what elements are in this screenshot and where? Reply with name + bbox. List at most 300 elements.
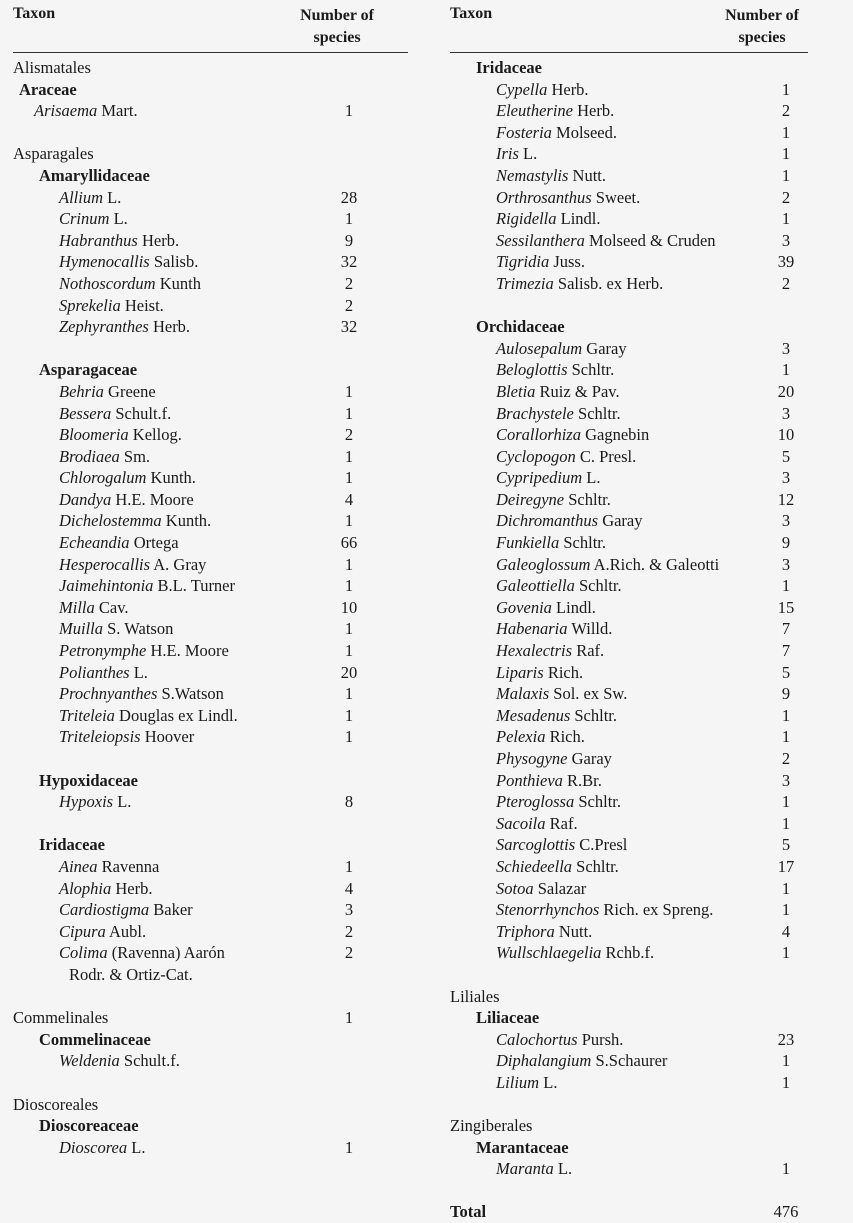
genus-name: Eleutherine (496, 101, 573, 121)
genus-author: Kunth. (165, 511, 212, 531)
species-count: 1 (781, 1159, 791, 1179)
genus-author: (Ravenna) Aarón (111, 943, 225, 963)
genus-author: Herb. (551, 79, 589, 99)
order-name: Alismatales (13, 58, 91, 77)
species-count: 1 (781, 576, 791, 596)
family-row (13, 1029, 408, 1051)
genus-row (450, 403, 808, 425)
order-row (13, 57, 408, 79)
species-count: 1 (344, 856, 354, 876)
genus-author: L. (117, 792, 132, 812)
genus-author: Lindl. (560, 209, 601, 229)
genus-author: Hoover (144, 727, 195, 747)
genus-name: Cardiostigma (59, 900, 150, 920)
genus-name: Bessera (59, 403, 112, 423)
genus-row (450, 942, 808, 964)
genus-name: Nothoscordum (59, 273, 156, 293)
order-row (13, 1007, 408, 1029)
species-count: 10 (340, 597, 358, 617)
spacer (450, 1094, 808, 1116)
genus-row (450, 899, 808, 921)
family-name: Iridaceae (476, 58, 542, 77)
genus-row (450, 489, 808, 511)
species-count: 66 (340, 533, 358, 553)
genus-author: Schltr. (578, 403, 621, 423)
taxon-list-right (450, 53, 808, 1223)
genus-name: Cypripedium (496, 468, 583, 488)
order-name: Asparagales (13, 144, 94, 164)
genus-name: Brodiaea (59, 446, 120, 466)
genus-name: Chlorogalum (59, 468, 147, 488)
genus-row (13, 683, 408, 705)
genus-author: B.L. Turner (157, 576, 236, 596)
family-row (450, 316, 808, 338)
genus-author: Kellog. (132, 425, 182, 445)
genus-author: L. (133, 662, 148, 682)
genus-name: Pelexia (496, 727, 546, 747)
genus-author: Sweet. (595, 187, 641, 207)
genus-author: Lindl. (556, 597, 596, 617)
genus-author: Rich. (547, 662, 584, 682)
species-count: 1 (781, 209, 791, 229)
family-name: Dioscoreaceae (39, 1116, 139, 1136)
genus-row (13, 208, 408, 230)
genus-name: Sessilanthera (496, 230, 585, 250)
species-count: 3 (781, 468, 791, 488)
species-count: 39 (777, 252, 795, 272)
genus-name: Zephyranthes (59, 317, 149, 337)
genus-name: Dichelostemma (59, 511, 162, 531)
genus-row (13, 856, 408, 878)
genus-author: Cav. (98, 597, 129, 617)
genus-row (450, 510, 808, 532)
genus-row (450, 251, 808, 273)
genus-name: Sotoa (496, 878, 534, 898)
genus-row (450, 1072, 808, 1094)
genus-name: Beloglottis (496, 360, 568, 380)
family-name: Commelinaceae (39, 1029, 151, 1049)
genus-row (450, 143, 808, 165)
order-row (450, 986, 808, 1008)
genus-name: Stenorrhynchos (496, 900, 600, 920)
taxon-list-left (13, 53, 408, 1158)
genus-row (450, 813, 808, 835)
spacer (450, 1180, 808, 1202)
genus-name: Nemastylis (496, 165, 569, 185)
genus-row (450, 100, 808, 122)
genus-name: Colima (59, 943, 108, 963)
genus-row (450, 856, 808, 878)
genus-row (450, 381, 808, 403)
genus-row (450, 618, 808, 640)
spacer (450, 964, 808, 986)
genus-author: Herb. (115, 878, 153, 898)
species-count: 2 (344, 921, 354, 941)
genus-name: Muilla (59, 619, 103, 639)
genus-row (13, 1050, 408, 1072)
family-name: Marantaceae (476, 1137, 569, 1157)
genus-author: L. (557, 1159, 573, 1179)
species-count: 2 (344, 295, 354, 315)
species-count: 17 (777, 856, 795, 876)
genus-author: S.Schaurer (595, 1051, 668, 1071)
genus-row (13, 942, 408, 964)
genus-author: Herb. (141, 230, 180, 250)
order-row (450, 1115, 808, 1137)
species-count: 28 (340, 187, 358, 207)
genus-name: Arisaema (34, 101, 98, 121)
genus-name: Prochnyanthes (59, 684, 158, 704)
genus-row (450, 597, 808, 619)
genus-author: H.E. Moore (150, 641, 229, 661)
total-row (450, 1201, 808, 1223)
species-count: 1 (344, 101, 354, 121)
species-count: 2 (344, 425, 354, 445)
genus-name: Lilium (496, 1072, 540, 1092)
species-count: 3 (781, 554, 791, 574)
taxon-header: Taxon (450, 5, 493, 22)
genus-author: Rich. (549, 727, 585, 747)
spacer (13, 1072, 408, 1094)
genus-row (13, 618, 408, 640)
species-count: 2 (344, 273, 354, 293)
species-count: 1 (781, 165, 791, 185)
species-count: 1 (781, 813, 791, 833)
genus-row (450, 834, 808, 856)
genus-name: Dandya (59, 489, 112, 509)
species-count: 1 (344, 619, 354, 639)
species-count: 1 (344, 468, 354, 488)
genus-row (13, 251, 408, 273)
genus-author: L. (113, 209, 128, 229)
species-count: 2 (344, 943, 354, 963)
genus-author: Salazar (537, 878, 587, 898)
genus-name: Cyclopogon (496, 446, 576, 466)
genus-name: Cipura (59, 921, 106, 941)
species-count: 1 (781, 900, 791, 920)
genus-name: Funkiella (496, 533, 560, 553)
species-count: 3 (781, 230, 791, 250)
species-count: 9 (344, 230, 354, 250)
genus-row (13, 100, 408, 122)
genus-name: Allium (59, 187, 103, 207)
genus-row (450, 726, 808, 748)
genus-author: Molseed. (556, 122, 617, 142)
spacer (13, 338, 408, 360)
family-name: Orchidaceae (476, 317, 565, 337)
species-count-header: Number of species (725, 7, 799, 46)
genus-name: Dichromanthus (496, 511, 599, 531)
genus-author: Baker (153, 900, 193, 920)
genus-author: Schult.f. (123, 1051, 180, 1071)
genus-name: Iris (496, 144, 519, 164)
genus-row (450, 791, 808, 813)
genus-author: Schltr. (571, 360, 615, 380)
genus-row (13, 921, 408, 943)
genus-name: Calochortus (496, 1029, 578, 1049)
family-name: Liliaceae (476, 1008, 540, 1028)
genus-name: Rigidella (496, 209, 557, 229)
species-count: 3 (781, 338, 791, 358)
genus-author: Greene (108, 381, 156, 401)
species-count: 1 (344, 511, 354, 531)
species-count: 1 (344, 727, 354, 747)
genus-author: Gagnebin (585, 425, 650, 445)
genus-author: C. Presl. (579, 446, 637, 466)
genus-row (450, 683, 808, 705)
genus-author: C.Presl (579, 835, 628, 855)
genus-row (13, 640, 408, 662)
genus-name: Physogyne (496, 749, 568, 768)
spacer (13, 122, 408, 144)
family-row (450, 57, 808, 79)
species-count: 32 (340, 252, 358, 272)
genus-author: Heist. (124, 295, 164, 315)
genus-row (450, 338, 808, 360)
genus-author: Ravenna (101, 856, 160, 876)
species-count: 2 (781, 273, 791, 293)
genus-author: L. (523, 144, 538, 164)
genus-row (13, 187, 408, 209)
genus-author: S. Watson (107, 619, 174, 639)
right-column (450, 0, 808, 1223)
species-count: 5 (781, 446, 791, 466)
genus-row (450, 705, 808, 727)
species-count: 9 (781, 533, 791, 553)
genus-author: A.Rich. & Galeotti (593, 554, 720, 574)
genus-name: Hexalectris (496, 641, 573, 661)
genus-name: Jaimehintonia (59, 576, 154, 596)
genus-name: Mesadenus (496, 705, 571, 725)
genus-name: Sprekelia (59, 295, 121, 315)
genus-row (450, 208, 808, 230)
order-name: Commelinales (13, 1008, 109, 1028)
genus-name: Cypella (496, 79, 548, 99)
genus-author: Mart. (101, 101, 138, 121)
genus-row (13, 575, 408, 597)
genus-author: Herb. (152, 317, 191, 337)
genus-row (13, 295, 408, 317)
family-name: Amaryllidaceae (39, 165, 150, 185)
genus-author: Schltr. (576, 856, 619, 876)
family-row (13, 834, 408, 856)
genus-author: Molseed & Cruden (589, 230, 716, 250)
species-count: 2 (781, 749, 791, 768)
genus-name: Dioscorea (59, 1137, 128, 1157)
species-count: 1 (344, 381, 354, 401)
genus-row (13, 230, 408, 252)
genus-row (13, 705, 408, 727)
genus-row (450, 662, 808, 684)
genus-author: Schltr. (578, 576, 622, 596)
genus-row (450, 122, 808, 144)
species-count: 23 (777, 1029, 795, 1049)
genus-author: Kunth. (150, 468, 196, 488)
genus-author: Raf. (549, 813, 578, 833)
species-count: 3 (781, 511, 791, 531)
genus-row (450, 165, 808, 187)
genus-name: Corallorhiza (496, 425, 581, 445)
species-count: 8 (344, 792, 354, 812)
species-count: 3 (781, 770, 791, 790)
genus-row (13, 273, 408, 295)
genus-row (450, 230, 808, 252)
species-count: 32 (340, 317, 358, 337)
genus-name: Deiregyne (496, 489, 565, 509)
spacer (13, 813, 408, 835)
genus-name: Bloomeria (59, 425, 129, 445)
genus-name: Triphora (496, 921, 555, 941)
genus-name: Ponthieva (496, 770, 563, 790)
total-name: Total (450, 1202, 487, 1222)
genus-author: L. (131, 1137, 146, 1157)
genus-row (13, 878, 408, 900)
family-row (13, 1115, 408, 1137)
family-row (13, 79, 408, 101)
species-count: 2 (781, 101, 791, 121)
genus-name: Aulosepalum (496, 338, 583, 358)
taxon-header: Taxon (13, 5, 56, 22)
genus-author: A. Gray (153, 554, 207, 574)
family-name: Iridaceae (39, 835, 105, 855)
genus-author: L. (586, 468, 601, 488)
genus-row (450, 187, 808, 209)
genus-row (450, 1158, 808, 1180)
genus-row (450, 770, 808, 792)
family-row (13, 165, 408, 187)
table-header-right (450, 0, 808, 53)
genus-author: Garay (571, 749, 612, 768)
family-row (450, 1137, 808, 1159)
genus-row (13, 510, 408, 532)
order-name: Dioscoreales (13, 1094, 99, 1114)
genus-author: Salisb. ex Herb. (557, 273, 664, 293)
species-count-header: Number of species (300, 7, 374, 46)
species-count: 15 (777, 597, 795, 617)
genus-name: Ainea (59, 856, 98, 876)
genus-name: Schiedeella (496, 856, 573, 876)
genus-row (13, 532, 408, 554)
species-count: 1 (781, 1051, 791, 1071)
genus-author: Schltr. (574, 705, 617, 725)
species-count: 1 (781, 360, 791, 380)
genus-row (13, 899, 408, 921)
genus-name: Habenaria (496, 619, 568, 639)
genus-author: Sm. (123, 446, 151, 466)
genus-row (450, 640, 808, 662)
family-name: Hypoxidaceae (39, 770, 138, 790)
genus-author: Juss. (553, 252, 585, 272)
genus-name: Wullschlaegelia (496, 943, 602, 963)
genus-row (13, 554, 408, 576)
genus-author: L. (107, 187, 122, 207)
genus-author: Nutt. (558, 921, 593, 941)
genus-author: Ruiz & Pav. (539, 381, 620, 401)
genus-author: Herb. (577, 101, 615, 121)
order-row (13, 143, 408, 165)
genus-name: Weldenia (59, 1051, 120, 1071)
species-count: 1 (344, 209, 354, 229)
species-count: 1 (781, 727, 791, 747)
genus-row (450, 446, 808, 468)
species-count: 476 (773, 1202, 799, 1222)
genus-row (450, 921, 808, 943)
species-count: 5 (781, 662, 791, 682)
genus-name: Liparis (496, 662, 544, 682)
species-count: 1 (781, 943, 791, 963)
species-count: 20 (340, 662, 358, 682)
genus-name: Behria (59, 381, 104, 401)
genus-name: Galeottiella (496, 576, 575, 596)
genus-row (450, 1029, 808, 1051)
genus-row (13, 424, 408, 446)
spacer (450, 295, 808, 317)
species-count: 1 (344, 641, 354, 661)
table-header-left (13, 0, 408, 53)
genus-name: Govenia (496, 597, 552, 617)
species-count: 1 (344, 554, 354, 574)
species-count: 1 (781, 878, 791, 898)
genus-name: Orthrosanthus (496, 187, 592, 207)
species-count: 10 (777, 425, 795, 445)
genus-row (450, 273, 808, 295)
family-name: Asparagaceae (39, 360, 138, 380)
species-count: 1 (344, 576, 354, 596)
genus-row (450, 79, 808, 101)
family-row (450, 1007, 808, 1029)
genus-row (450, 575, 808, 597)
species-count: 1 (344, 1137, 354, 1157)
genus-name: Polianthes (59, 662, 130, 682)
genus-author: Sol. ex Sw. (553, 684, 628, 704)
genus-author: H.E. Moore (115, 489, 194, 509)
genus-name: Pteroglossa (496, 792, 575, 812)
genus-row (13, 403, 408, 425)
genus-row (13, 791, 408, 813)
genus-name: Malaxis (496, 684, 550, 704)
genus-name: Trimezia (496, 273, 554, 293)
genus-author: Douglas ex Lindl. (119, 705, 238, 725)
genus-name: Fosteria (496, 122, 552, 142)
species-count: 5 (781, 835, 791, 855)
genus-author: Willd. (571, 619, 613, 639)
genus-author: Schltr. (578, 792, 621, 812)
species-count: 1 (344, 684, 354, 704)
genus-name: Triteleia (59, 705, 115, 725)
species-count: 1 (344, 705, 354, 725)
author-continuation-text: Rodr. & Ortiz-Cat. (69, 964, 193, 984)
left-column (13, 0, 408, 1158)
species-count: 4 (344, 878, 354, 898)
species-count: 3 (344, 900, 354, 920)
genus-name: Crinum (59, 209, 110, 229)
genus-author: Rich. ex Spreng. (603, 900, 714, 920)
species-count: 3 (781, 403, 791, 423)
genus-author: Schltr. (563, 533, 606, 553)
genus-row (450, 554, 808, 576)
genus-name: Triteleiopsis (59, 727, 141, 747)
genus-author: Rchb.f. (605, 943, 655, 963)
genus-row (450, 1050, 808, 1072)
genus-author: Schltr. (568, 489, 611, 509)
species-count: 4 (344, 489, 354, 509)
genus-author: Aubl. (108, 921, 147, 941)
spacer (13, 986, 408, 1008)
species-count: 1 (344, 446, 354, 466)
genus-row (13, 726, 408, 748)
family-name: Araceae (19, 79, 77, 99)
genus-name: Diphalangium (496, 1051, 592, 1071)
